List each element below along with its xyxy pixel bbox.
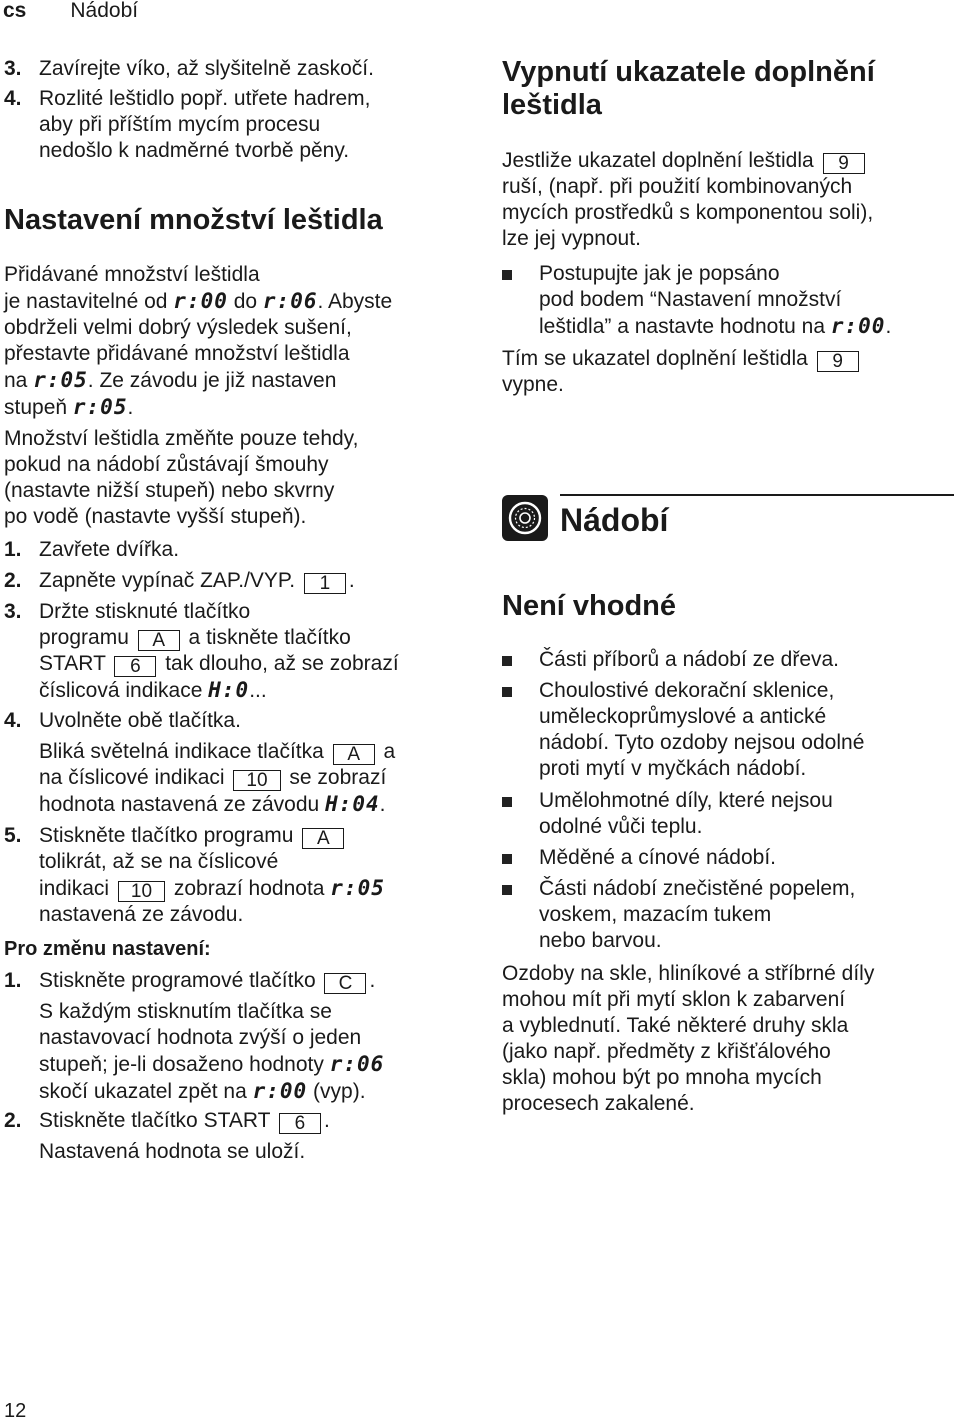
page-number: 12	[4, 1400, 27, 1422]
text-line: proti mytí v myčkách nádobí.	[539, 757, 807, 780]
step-text: Uvolněte obě tlačítka.	[39, 709, 241, 732]
display-code: r:06	[329, 1052, 385, 1076]
step-text: Zavírejte víko, až slyšitelně zaskočí.	[39, 57, 374, 80]
heading-line: leštidla	[502, 89, 602, 121]
step-number: 1.	[4, 538, 22, 561]
subheading-change-setting: Pro změnu nastavení:	[4, 938, 211, 960]
page-header	[3, 0, 138, 24]
text-line: Postupujte jak je popsáno	[539, 262, 780, 285]
bullet-square-icon	[502, 687, 512, 697]
key-symbol: 10	[233, 770, 280, 791]
step-text: Stiskněte programové tlačítko C .	[39, 969, 376, 994]
step-text: nastavovací hodnota zvýší o jeden	[39, 1026, 362, 1049]
step-number: 4.	[4, 87, 22, 110]
text-line: Tím se ukazatel doplnění leštidla 9	[502, 346, 954, 372]
text-line: Měděné a cínové nádobí.	[539, 846, 777, 869]
step-number: 4.	[4, 709, 22, 732]
step-text: Bliká světelná indikace tlačítka A a	[39, 740, 396, 765]
display-code: r:06	[262, 289, 318, 313]
text-line: vypne.	[502, 373, 564, 396]
step-text: Držte stisknuté tlačítko	[39, 600, 251, 623]
step-text: indikaci 10 zobrazí hodnota r:05	[39, 876, 385, 902]
step-text: aby při příštím mycím procesu	[39, 113, 321, 136]
dishes-icon	[502, 495, 548, 541]
step-number: 1.	[4, 969, 22, 992]
key-symbol: A	[302, 828, 344, 849]
display-code: r:00	[830, 314, 886, 338]
step-text: na číslicové indikaci 10 se zobrazí	[39, 766, 387, 791]
text-line: Choulostivé dekorační sklenice,	[539, 679, 835, 702]
step-text: Stiskněte tlačítko programu A	[39, 823, 474, 849]
display-code: r:05	[72, 395, 128, 419]
step-number: 3.	[4, 57, 22, 80]
step-text: nastavená ze závodu.	[39, 903, 244, 926]
display-code: r:05	[33, 368, 88, 392]
indicator-paragraph-2	[502, 346, 954, 398]
subheading-not-suitable: Není vhodné	[502, 590, 677, 622]
key-symbol: A	[333, 744, 375, 765]
text-line: odolné vůči teplu.	[539, 815, 703, 838]
text-line: procesech zakalené.	[502, 1092, 695, 1115]
key-symbol: 9	[823, 153, 865, 174]
indicator-paragraph-1	[502, 148, 954, 252]
step-text: Stiskněte tlačítko START 6 .	[39, 1109, 330, 1134]
step-text: programu A a tiskněte tlačítko	[39, 626, 351, 651]
key-symbol: C	[324, 973, 366, 994]
text-line: Části příborů a nádobí ze dřeva.	[539, 648, 840, 671]
step-text: Zapněte vypínač ZAP./VYP. 1 .	[39, 569, 355, 594]
text-line: Množství leštidla změňte pouze tehdy,	[4, 427, 359, 450]
text-line: přestavte přidávané množství leštidla	[4, 342, 350, 365]
key-symbol: A	[138, 630, 180, 651]
text-line: pokud na nádobí zůstávají šmouhy	[4, 453, 329, 476]
step-text: START 6 tak dlouho, až se zobrazí	[39, 652, 399, 677]
bullet-square-icon	[502, 797, 512, 807]
step-text: hodnota nastavená ze závodu H:04.	[39, 792, 386, 816]
step-number: 5.	[4, 824, 22, 847]
bullet-square-icon	[502, 270, 512, 280]
step-text: skočí ukazatel zpět na r:00 (vyp).	[39, 1079, 366, 1103]
step-text: S každým stisknutím tlačítka se	[39, 1000, 332, 1023]
text-line: leštidla” a nastavte hodnotu na r:00.	[539, 314, 892, 338]
text-line: Ozdoby na skle, hliníkové a stříbrné díly	[502, 962, 875, 985]
step-number: 2.	[4, 1109, 22, 1132]
text-line: nádobí. Tyto ozdoby nejsou odolné	[539, 731, 865, 754]
key-symbol: 6	[279, 1113, 321, 1134]
text-line: Jestliže ukazatel doplnění leštidla 9	[502, 148, 954, 174]
text-line: Části nádobí znečistěné popelem,	[539, 877, 856, 900]
display-code: r:00	[173, 289, 228, 313]
step-text: stupeň; je-li dosaženo hodnoty r:06	[39, 1052, 385, 1076]
display-code: r:00	[252, 1079, 308, 1103]
rinse-aid-paragraph-1	[4, 262, 474, 421]
text-line: uměleckoprůmyslové a antické	[539, 705, 827, 728]
text-line: Umělohmotné díly, které nejsou	[539, 789, 833, 812]
text-line: (nastavte nižší stupeň) nebo skvrny	[4, 479, 335, 502]
step-text: Zavřete dvířka.	[39, 538, 180, 561]
text-line: mohou mít při mytí sklon k zabarvení	[502, 988, 846, 1011]
bullet-square-icon	[502, 656, 512, 666]
step-text: tolikrát, až se na číslicové	[39, 850, 279, 873]
key-symbol: 9	[817, 351, 859, 372]
display-code: H:0	[208, 678, 250, 702]
step-number: 2.	[4, 569, 22, 592]
display-code: H:04	[325, 792, 380, 816]
text-line: Přidávané množství leštidla	[4, 263, 260, 286]
section-heading-rinse-aid-amount: Nastavení množství leštidla	[4, 204, 383, 236]
key-symbol: 6	[114, 656, 156, 677]
language-code: cs	[3, 0, 27, 22]
text-line: je nastavitelné od r:00 do r:06. Abyste	[4, 289, 393, 313]
text-line: obdrželi velmi dobrý výsledek sušení,	[4, 316, 352, 339]
bullet-square-icon	[502, 854, 512, 864]
heading-line: Vypnutí ukazatele doplnění	[502, 56, 875, 88]
text-line: (jako např. předměty z křišťálového	[502, 1040, 831, 1063]
section-heading-disable-indicator	[502, 56, 954, 122]
text-line: skla) mohou být po mnoha mycích	[502, 1066, 822, 1089]
text-line: lze jej vypnout.	[502, 227, 641, 250]
text-line: na r:05. Ze závodu je již nastaven	[4, 368, 337, 392]
step-text: číslicová indikace H:0...	[39, 678, 267, 702]
dishes-paragraph	[502, 961, 954, 1117]
step-text: nedošlo k nadměrné tvorbě pěny.	[39, 139, 350, 162]
section-title-dishes: Nádobí	[560, 502, 669, 538]
text-line: po vodě (nastavte vyšší stupeň).	[4, 505, 307, 528]
text-line: mycích prostředků s komponentou soli),	[502, 201, 874, 224]
step-text: Rozlité leštidlo popř. utřete hadrem,	[39, 87, 371, 110]
bullet-square-icon	[502, 885, 512, 895]
text-line: nebo barvou.	[539, 929, 662, 952]
text-line: stupeň r:05.	[4, 395, 134, 419]
header-section: Nádobí	[70, 0, 139, 22]
display-code: r:05	[330, 876, 385, 900]
step-number: 3.	[4, 600, 22, 623]
key-symbol: 10	[118, 881, 165, 902]
text-line: a vyblednutí. Také některé druhy skla	[502, 1014, 849, 1037]
rinse-aid-paragraph-2	[4, 426, 474, 530]
section-rule	[560, 494, 954, 496]
text-line: voskem, mazacím tukem	[539, 903, 772, 926]
text-line: ruší, (např. při použití kombinovaných	[502, 175, 853, 198]
key-symbol: 1	[304, 573, 346, 594]
step-text: Nastavená hodnota se uloží.	[39, 1140, 306, 1163]
text-line: pod bodem “Nastavení množství	[539, 288, 842, 311]
